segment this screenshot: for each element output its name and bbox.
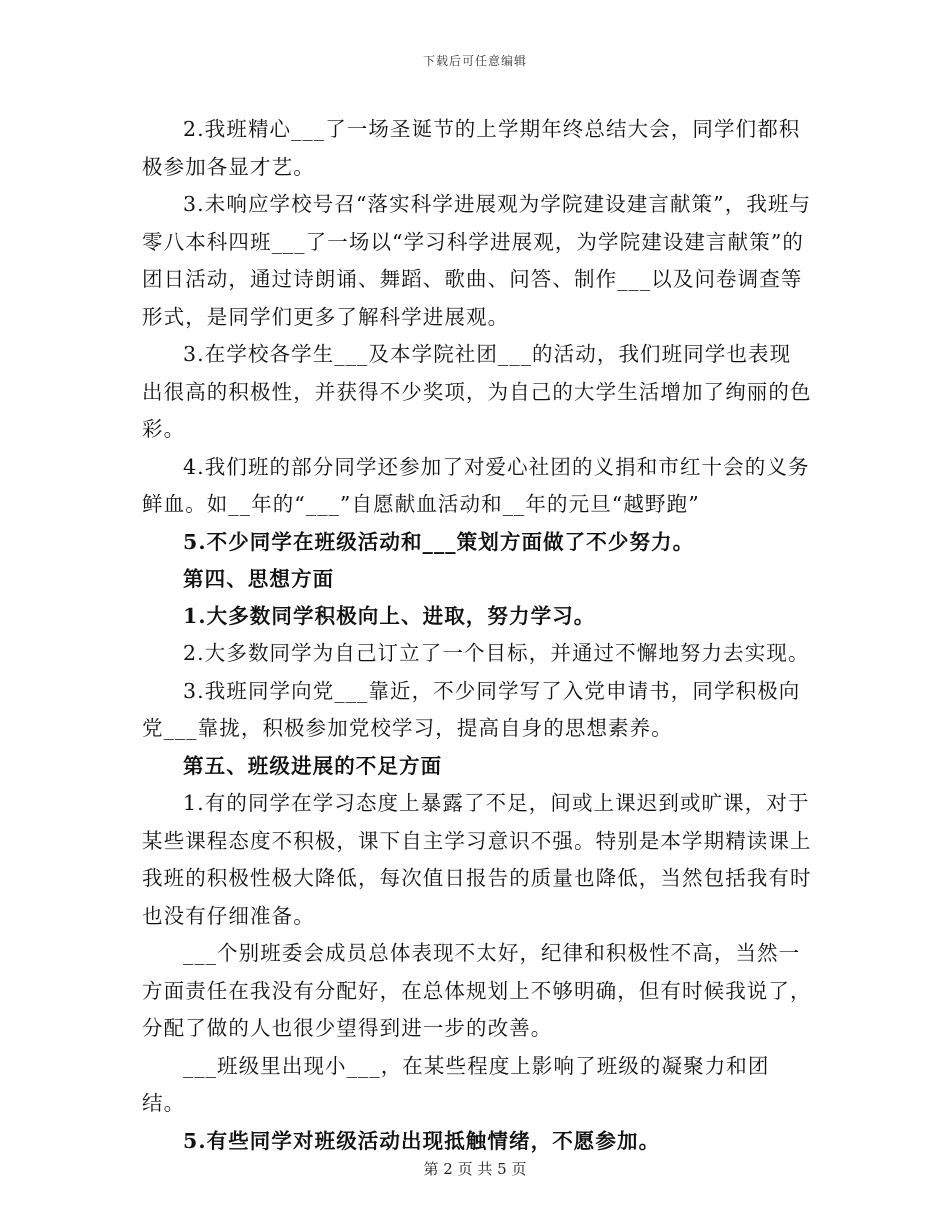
document-body bbox=[142, 111, 812, 1160]
paragraph: 4.我们班的部分同学还参加了对爱心社团的义捐和市红十会的义务鲜血。如__年的“___”自愿献血活动和__年的元旦“越野跑” bbox=[142, 454, 810, 516]
section-heading: 第五、班级进展的不足方面 bbox=[183, 753, 443, 778]
section-heading: 第四、思想方面 bbox=[183, 566, 335, 591]
paragraph-bold: 5.不少同学在班级活动和___策划方面做了不少努力。 bbox=[183, 529, 695, 554]
page-header: 下载后可任意编辑 bbox=[422, 54, 527, 68]
paragraph: ___个别班委会成员总体表现不太好，纪律和积极性不高，当然一方面责任在我没有分配好，在总体规划上不够明确，但有时候我说了，分配了做的人也很少望得到进一步的改善。 bbox=[142, 941, 812, 1040]
paragraph: 2.我班精心___了一场圣诞节的上学期年终总结大会，同学们都积极参加各显才艺。 bbox=[142, 117, 801, 179]
paragraph: 3.我班同学向党___靠近，不少同学写了入党申请书，同学积极向党___靠拢，积极参加党校学习，提高自身的思想素养。 bbox=[142, 678, 801, 740]
paragraph-bold: 1.大多数同学积极向上、进取，努力学习。 bbox=[183, 604, 596, 628]
paragraph: 3.未响应学校号召“落实科学进展观为学院建设建言献策”，我班与零八本科四班___了一场以“学习科学进展观，为学院建设建言献策”的团日活动，通过诗朗诵、舞蹈、歌曲、问答、制作___以及问卷调查等形式，是同学们更多了解科学进展观。 bbox=[142, 192, 812, 329]
paragraph-bold: 5.有些同学对班级活动出现抵触情绪，不愿参加。 bbox=[183, 1128, 661, 1153]
paragraph: 2.大多数同学为自己订立了一个目标，并通过不懈地努力去实现。 bbox=[183, 641, 810, 665]
paragraph: 1.有的同学在学习态度上暴露了不足，间或上课迟到或旷课，对于某些课程态度不积极，课下自主学习意识不强。特别是本学期精读课上我班的积极性极大降低，每次值日报告的质量也降低，当然包括我有时也没有仔细准备。 bbox=[142, 791, 812, 928]
paragraph: ___班级里出现小___，在某些程度上影响了班级的凝聚力和团结。 bbox=[142, 1053, 770, 1115]
page-number: 第 2 页 共 5 页 bbox=[423, 1160, 527, 1178]
paragraph: 3.在学校各学生___及本学院社团___的活动，我们班同学也表现出很高的积极性，并获得不少奖项，为自己的大学生活增加了绚丽的色彩。 bbox=[142, 342, 812, 441]
